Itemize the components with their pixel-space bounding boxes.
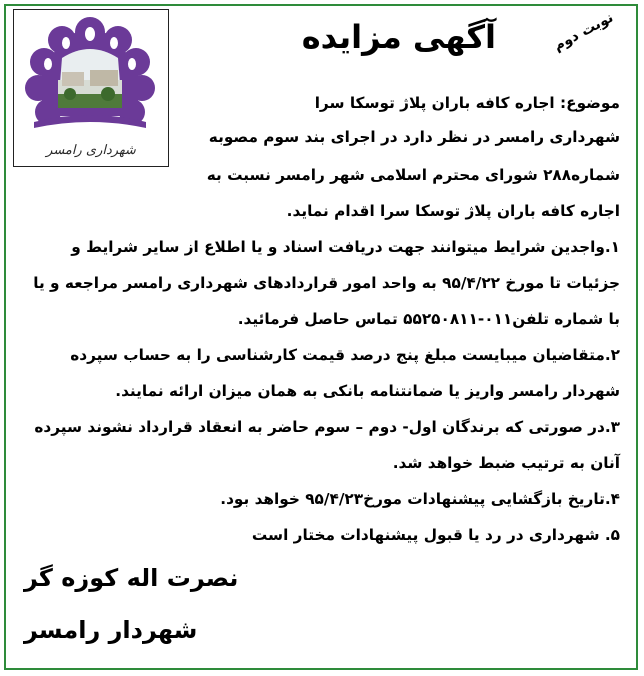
- subject-line: موضوع: اجاره کافه باران پلاژ توسکا سرا: [314, 94, 620, 112]
- body-line: شهرداری رامسر در نظر دارد در اجرای بند سوم مصوبه: [208, 128, 620, 146]
- body-line: شماره۲۸۸ شورای محترم اسلامی شهر رامسر نسبت به: [206, 166, 620, 184]
- clause-line: آنان به ترتیب ضبط خواهد شد.: [392, 454, 620, 472]
- notice-title: آگهی مزایده: [301, 18, 496, 56]
- round-label: نوبت دوم: [550, 9, 616, 55]
- clause-line: ۵. شهرداری در رد یا قبول پیشنهادات مختار است: [251, 526, 620, 544]
- clause-line: با شماره تلفن۰۱۱-۵۵۲۵۰۸۱۱ تماس حاصل فرمائید.: [237, 310, 620, 328]
- notice-frame: [4, 4, 638, 670]
- signature-name: نصرت اله کوزه گر: [24, 564, 239, 592]
- signature-title: شهردار رامسر: [24, 616, 198, 644]
- clause-line: ۳.در صورتی که برندگان اول- دوم – سوم حاضر به انعقاد قرارداد نشوند سپرده: [34, 418, 620, 436]
- clause-line: شهردار رامسر واریز یا ضمانتنامه بانکی به همان میزان ارائه نمایند.: [115, 382, 620, 400]
- clause-line: ۱.واجدین شرایط میتوانند جهت دریافت اسناد و یا اطلاع از سایر شرایط و: [71, 238, 620, 256]
- clause-line: ۲.متقاضیان میبایست مبلغ پنج درصد قیمت کارشناسی را به حساب سپرده: [70, 346, 620, 364]
- logo-emblem-icon: [14, 10, 167, 165]
- municipality-logo: [13, 9, 169, 167]
- clause-line: جزئیات تا مورخ ۹۵/۴/۲۲ به واحد امور قراردادهای شهرداری رامسر مراجعه و یا: [33, 274, 620, 292]
- clause-line: ۴.تاریخ بازگشایی پیشنهادات مورخ۹۵/۴/۲۳ خواهد بود.: [220, 490, 620, 508]
- logo-caption: شهرداری رامسر: [46, 143, 136, 158]
- body-line: اجاره کافه باران پلاژ توسکا سرا اقدام نماید.: [286, 202, 620, 220]
